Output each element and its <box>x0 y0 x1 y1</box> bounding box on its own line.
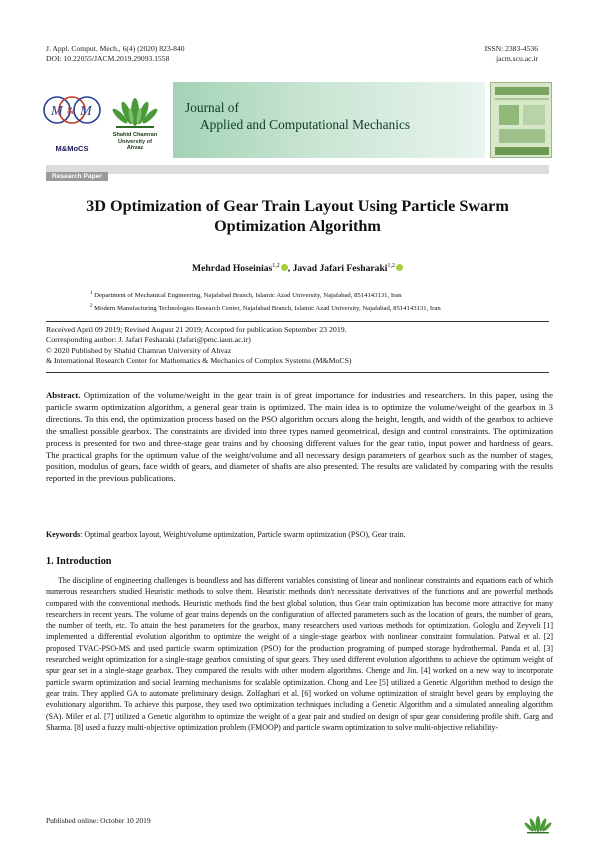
keywords <box>46 530 549 540</box>
paper-title <box>46 196 549 236</box>
affiliation <box>90 289 550 300</box>
svg-text:M: M <box>51 104 63 119</box>
divider <box>46 321 549 322</box>
article-dates: Received April 09 2019; Revised August 21 2019; Accepted for publication September 23 2019. <box>46 325 347 334</box>
journal-website-link[interactable]: jacm.scu.ac.ir <box>496 54 538 63</box>
author-separator: , <box>287 263 293 275</box>
author-affiliation-marker: 1,2 <box>387 263 395 269</box>
issn: ISSN: 2383-4536 <box>484 44 538 53</box>
affiliation-number: 2 <box>90 304 93 309</box>
affiliation-text: Department of Mechanical Engineering, Najafabad Branch, Islamic Azad University, Najafabad, 8514143131, Iran <box>94 292 402 300</box>
abstract-text: Optimization of the volume/weight in the gear train is of great importance for industries and researchers. In this paper, using the particle swarm optimization algorithm, a general gear train is optimized. The main idea is to optimize the volume/weight of the gearbox in 3 directions. To this end, the optimization process based on the PSO algorithm occurs along the height, length, and width of the gearbox to achieve the smallest possible gearbox. The constraints are divided into three types named geometrical, design and control constraints. The optimization process is presented for two and three-stage gear trains and by choosing different values for the gear ratio, input power and hardness of gears. The practical graphs for the optimum value of the weight/volume and all necessary design parameters of gearbox such as the number of stages, position, modulus of gears, face width of gears, and diameter of shafts are also presented. The results are validated by comparing with the results reported in the previous publications. <box>46 390 553 484</box>
introduction-paragraph: The discipline of engineering challenges is boundless and has different variables consisting of linear and nonlinear constraints and equations each of which numerous researchers studied Heuristic methods to solve them. Heuristic methods don't necessitate derivatives of the functions and are powerful methods compared with the conventional methods. Heuristic methods find the best global solution, thus Gear train optimization has become more attractive for many researchers in recent years. The volume of gear trains depends on the configuration of affected parameters such as the location of gears, the number of gears, the number of teeth, etc. To attain the best parameters for the gearbox, many researchers used various methods for optimization. Gologlu and Zeyveli [1] implemented a differential evolution algorithm to optimize the weight of a single-stage gearbox with nonlinear constraint formulation. Patwal et al. [2] proposed TVAC-PSO-MS and used particle swarm optimization (PSO) for the production programing of pumped storage hydrothermal. Panda et al. [3] researched weight optimization for a single-stage gearbox consisting of spur gears. They used different evolution algorithms to achieve the optimum weight of spur gear set in a single-stage gearbox. They compared the results with other modern algorithms. Chenge and Jin. [4] worked on a new way to incorporate particle swarm optimization and social learning mechanisms for scalable optimization. Chong and Lee [5] utilized a Genetic Algorithm method to design the gear train. They applied GA to automate preliminary design. Zolfaghari et al. [6] worked on volume optimization of straight bevel gears by employing the evolutionary algorithm. To achieve this purpose, they used two optimization techniques including a Genetic Algorithm and a simulated annealing algorithm (SA). Miler et al. [7] utilized a Genetic algorithm to optimize the weight of a gear pair and studied on design of spur gear considering profile shift. Garg and Sharma. [8] used a fuzzy multi-objective optimization problem (FMOOP) and particle swarm optimization to solve multi-objective reliability- <box>46 576 553 732</box>
university-name-line2: University of Ahvaz <box>118 138 152 152</box>
abstract <box>46 390 553 485</box>
journal-cover-thumbnail <box>490 82 552 158</box>
paper-type-bar <box>46 165 549 180</box>
journal-name-line2: Applied and Computational Mechanics <box>200 117 411 132</box>
published-date: Published online: October 10 2019 <box>46 816 151 825</box>
journal-name-box <box>173 82 485 158</box>
author-name: Javad Jafari Fesharaki <box>292 263 388 275</box>
university-logo <box>110 86 160 158</box>
university-emblem-icon <box>110 86 160 130</box>
author-list <box>46 263 549 274</box>
journal-citation: J. Appl. Comput. Mech., 6(4) (2020) 823-840 <box>46 44 185 53</box>
section-heading: 1. Introduction <box>46 556 112 567</box>
author-name: Mehrdad Hoseinias <box>192 263 273 275</box>
doi-link[interactable]: DOI: 10.22055/JACM.2019.29093.1558 <box>46 54 170 63</box>
cover-image-icon <box>491 83 552 158</box>
paper-title-line2: Optimization Algorithm <box>214 217 381 235</box>
journal-name-line1: Journal of <box>185 100 239 115</box>
abstract-label: Abstract. <box>46 390 81 400</box>
keywords-label: Keywords <box>46 530 81 539</box>
corresponding-author: Corresponding author: J. Jafari Fesharaki (Jafari@pmc.iaun.ac.ir) <box>46 335 251 345</box>
citation-block <box>46 44 185 64</box>
author-affiliation-marker: 1,2 <box>272 263 280 269</box>
divider <box>46 372 549 373</box>
university-name <box>110 132 160 152</box>
issn-block <box>485 44 538 64</box>
copyright-line2: & International Research Center for Mathematics & Mechanics of Complex Systems (M&MoCS) <box>46 355 352 365</box>
copyright-line1: © 2020 Published by Shahid Chamran University of Ahvaz <box>46 345 232 355</box>
article-history <box>46 325 549 366</box>
paper-title-line1: 3D Optimization of Gear Train Layout Using Particle Swarm <box>86 197 509 215</box>
orcid-icon[interactable] <box>281 264 288 271</box>
affiliation-text: Modern Manufacturing Technologies Research Center, Najafabad Branch, Islamic Azad University, Najafabad, 8514143131, Iran <box>94 305 441 313</box>
journal-banner <box>38 82 558 158</box>
affiliation-number: 1 <box>90 291 93 296</box>
university-name-line1: Shahid Chamran <box>112 132 158 138</box>
paper-type-label: Research Paper <box>46 172 108 181</box>
mmocs-logo-label: M&MoCS <box>55 144 89 153</box>
affiliation <box>90 302 550 313</box>
journal-name <box>185 99 410 133</box>
keywords-text: : Optimal gearbox layout, Weight/volume optimization, Particle swarm optimization (PSO), Gear train. <box>80 530 406 539</box>
mmocs-logo <box>41 90 103 156</box>
university-footer-logo-icon <box>524 810 552 834</box>
mmocs-circles-icon <box>41 90 103 130</box>
svg-text:M: M <box>80 104 92 119</box>
orcid-icon[interactable] <box>396 264 403 271</box>
svg-text:&: & <box>67 106 75 117</box>
